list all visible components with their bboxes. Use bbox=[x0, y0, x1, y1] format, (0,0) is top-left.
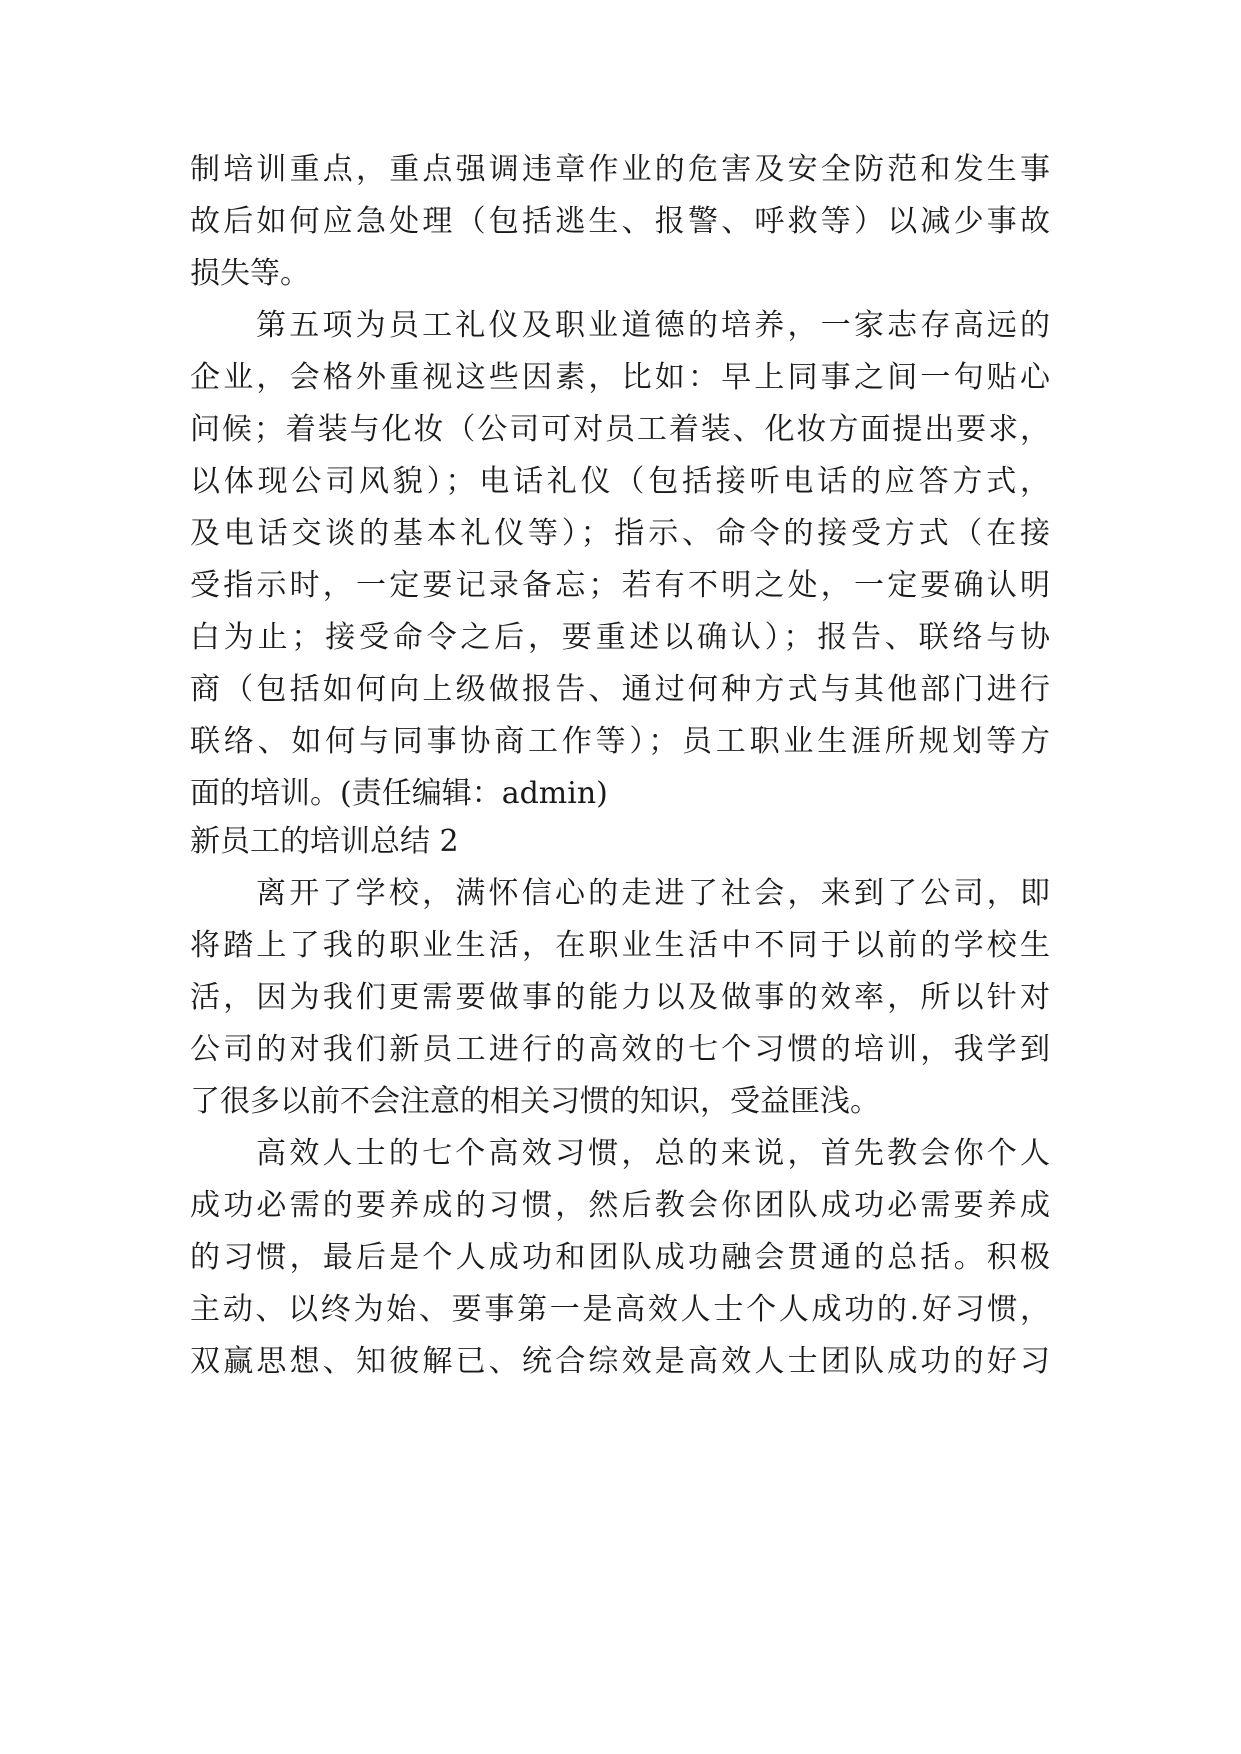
paragraph-2-line-1: 第五项为员工礼仪及职业道德的培养，一家志存高远的 bbox=[256, 308, 1050, 343]
paragraph-3-line-4: 公司的对我们新员工进行的高效的七个习惯的培训，我学到 bbox=[190, 1032, 1050, 1067]
paragraph-2-line-8: 商（包括如何向上级做报告、通过何种方式与其他部门进行 bbox=[190, 672, 1050, 707]
paragraph-1-line-2: 故后如何应急处理（包括逃生、报警、呼救等）以减少事故 bbox=[190, 204, 1050, 239]
paragraph-3-line-5: 了很多以前不会注意的相关习惯的知识，受益匪浅。 bbox=[190, 1084, 880, 1119]
paragraph-2-line-2: 企业，会格外重视这些因素，比如：早上同事之间一句贴心 bbox=[190, 360, 1050, 395]
paragraph-2-line-9: 联络、如何与同事协商工作等）；员工职业生涯所规划等方 bbox=[190, 724, 1050, 759]
section-heading: 新员工的培训总结 2 bbox=[190, 824, 459, 859]
paragraph-1-line-3: 损失等。 bbox=[190, 256, 310, 291]
paragraph-2-line-5: 及电话交谈的基本礼仪等）；指示、命令的接受方式（在接 bbox=[190, 516, 1050, 551]
paragraph-4-line-5: 双赢思想、知彼解已、统合综效是高效人士团队成功的好习 bbox=[190, 1344, 1050, 1379]
paragraph-4-line-4: 主动、以终为始、要事第一是高效人士个人成功的.好习惯， bbox=[190, 1292, 1050, 1327]
paragraph-2-line-10: 面的培训。(责任编辑：admin) bbox=[190, 776, 608, 811]
paragraph-2-line-3: 问候；着装与化妆（公司可对员工着装、化妆方面提出要求， bbox=[190, 412, 1050, 447]
paragraph-1-line-1: 制培训重点，重点强调违章作业的危害及安全防范和发生事 bbox=[190, 152, 1050, 187]
paragraph-2-line-6: 受指示时，一定要记录备忘；若有不明之处，一定要确认明 bbox=[190, 568, 1050, 603]
paragraph-4-line-3: 的习惯，最后是个人成功和团队成功融会贯通的总括。积极 bbox=[190, 1240, 1050, 1275]
paragraph-2-line-7: 白为止；接受命令之后，要重述以确认）；报告、联络与协 bbox=[190, 620, 1050, 655]
paragraph-3-line-2: 将踏上了我的职业生活，在职业生活中不同于以前的学校生 bbox=[190, 928, 1050, 963]
paragraph-3-line-1: 离开了学校，满怀信心的走进了社会，来到了公司，即 bbox=[256, 876, 1050, 911]
paragraph-4-line-1: 高效人士的七个高效习惯，总的来说，首先教会你个人 bbox=[256, 1136, 1050, 1171]
paragraph-4-line-2: 成功必需的要养成的习惯，然后教会你团队成功必需要养成 bbox=[190, 1188, 1050, 1223]
paragraph-3-line-3: 活，因为我们更需要做事的能力以及做事的效率，所以针对 bbox=[190, 980, 1050, 1015]
paragraph-2-line-4: 以体现公司风貌）；电话礼仪（包括接听电话的应答方式， bbox=[190, 464, 1050, 499]
